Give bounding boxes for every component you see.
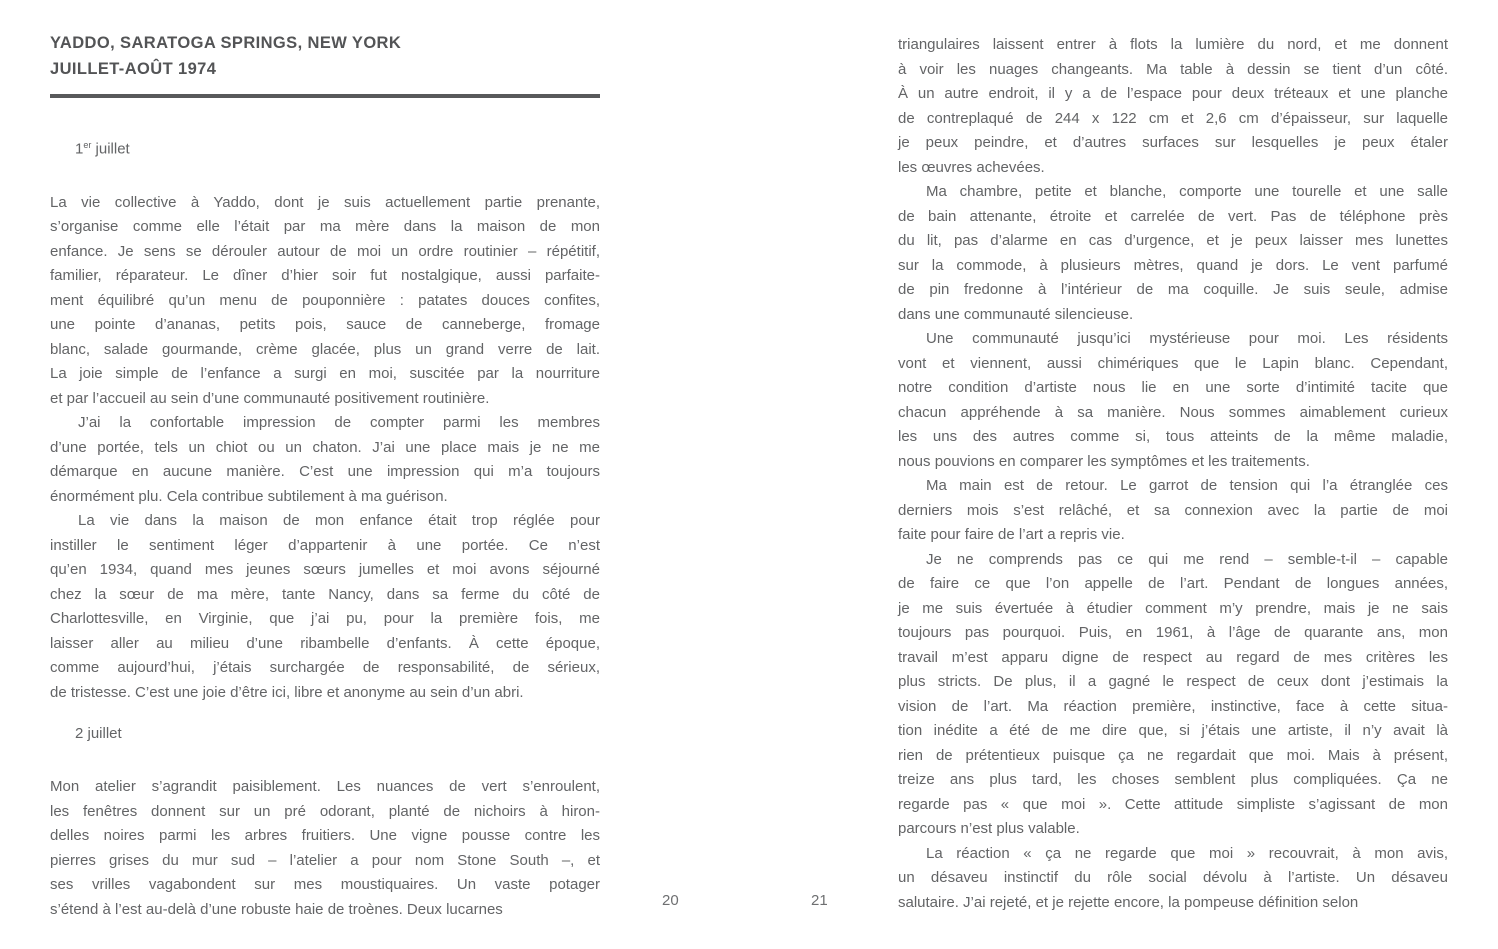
text-line: enfance. Je sens se dérouler autour de moi un ordre routinier – répétitif,: [50, 242, 600, 260]
chapter-title-line2: JUILLET-AOÛT 1974: [50, 60, 217, 78]
text-line: et par l’accueil au sein d’une communauté positivement routinière.: [50, 389, 490, 407]
entry-date-number: 1: [75, 140, 84, 158]
entry-date-number: 2: [75, 725, 84, 742]
page-number-right: 21: [811, 892, 828, 909]
entry-date-month: juillet: [83, 725, 122, 742]
entry-date: [50, 134, 600, 161]
text-line: de bain attenante, étroite et carrelée de vert. Pas de téléphone près: [898, 207, 1448, 225]
text-line: La vie dans la maison de mon enfance était trop réglée pour: [78, 512, 600, 529]
text-line: La vie collective à Yaddo, dont je suis actuellement partie prenante,: [50, 193, 600, 211]
text-line: Charlottesville, en Virginie, que j’ai pu, pour la première fois, me: [50, 610, 600, 627]
text-line: laisser aller au milieu d’une ribambelle d’enfants. À cette époque,: [50, 634, 600, 652]
text-line: rien de prétentieux puisque ça ne regardait que moi. Mais à présent,: [898, 746, 1448, 764]
text-line: derniers mois s’est relâché, et sa connexion avec la partie de moi: [898, 501, 1448, 519]
text-line: énormément plu. Cela contribue subtilement à ma guérison.: [50, 487, 448, 505]
entry-date: [50, 723, 600, 745]
text-line: à voir les nuages changeants. Ma table à dessin se tient d’un côté.: [898, 60, 1448, 78]
text-line: de pin fredonne à l’intérieur de ma coquille. Je suis seule, admise: [898, 281, 1448, 298]
paragraph: [898, 180, 1448, 327]
page-number-left: 20: [662, 892, 679, 909]
text-line: ses vrilles vagabondent sur mes moustiquaires. Un vaste potager: [50, 876, 600, 893]
text-line: Ma chambre, petite et blanche, comporte une tourelle et une salle: [926, 183, 1448, 200]
text-line: je peux peindre, et d’autres surfaces sur lesquelles je peux étaler: [898, 134, 1448, 151]
paragraph: [898, 327, 1448, 474]
text-line: qu’en 1934, quand mes jeunes sœurs jumelles et moi avons séjourné: [50, 561, 600, 578]
text-line: regarde pas « que moi ». Cette attitude simpliste s’agissant de mon: [898, 795, 1448, 813]
paragraph: [50, 509, 600, 705]
text-line: d’une portée, tels un chiot ou un chaton. J’ai une place mais je ne me: [50, 438, 600, 456]
text-line: une pointe d’ananas, petits pois, sauce de canneberge, fromage: [50, 316, 600, 333]
text-line: treize ans plus tard, les choses semblent plus compliquées. Ça ne: [898, 771, 1448, 788]
text-line: triangulaires laissent entrer à flots la lumière du nord, et me donnent: [898, 36, 1448, 53]
text-line: delles noires parmi les arbres fruitiers. Une vigne pousse contre les: [50, 827, 600, 844]
text-line: dans une communauté silencieuse.: [898, 305, 1134, 323]
text-line: chez la sœur de ma mère, tante Nancy, dans sa ferme du côté de: [50, 585, 600, 603]
text-line: tion inédite a été de me dire que, si j’étais une artiste, il n’y avait là: [898, 722, 1448, 739]
entry-date-ordinal-suffix: er: [83, 140, 92, 150]
paragraph: [898, 842, 1448, 916]
text-line: faite pour faire de l’art a repris vie.: [898, 526, 1125, 543]
text-line: chacun appréhende à sa manière. Nous sommes aimablement curieux: [898, 403, 1448, 421]
text-line: de contreplaqué de 244 x 122 cm et 2,6 cm d’épaisseur, sur laquelle: [898, 109, 1448, 127]
page-left: [50, 30, 600, 922]
text-line: de tristesse. C’est une joie d’être ici, libre et anonyme au sein d’un abri.: [50, 683, 524, 701]
page-right: [898, 33, 1448, 915]
chapter-title-line1: YADDO, SARATOGA SPRINGS, NEW YORK: [50, 34, 402, 52]
text-line: démarque en aucune manière. C’est une impression qui m’a toujours: [50, 463, 600, 480]
text-line: s’organise comme elle l’était par ma mère dans la maison de mon: [50, 218, 600, 235]
text-line: je me suis évertuée à étudier comment m’y prendre, mais je ne sais: [898, 599, 1448, 617]
entry-date-month: juillet: [91, 140, 130, 158]
page-right-text: [898, 33, 1448, 915]
chapter-header: [50, 30, 600, 98]
paragraph: [50, 411, 600, 509]
text-line: vision de l’art. Ma réaction première, instinctive, face à cette situa-: [898, 697, 1448, 715]
text-line: notre condition d’artiste nous lie en une sorte d’intimité tacite que: [898, 379, 1448, 396]
paragraph: [898, 33, 1448, 180]
text-line: nous pouvions en comparer les symptômes et les traitements.: [898, 452, 1310, 470]
text-line: À un autre endroit, il y a de l’espace pour deux tréteaux et une planche: [898, 85, 1448, 102]
text-line: Ma main est de retour. Le garrot de tension qui l’a étranglée ces: [926, 477, 1448, 494]
text-line: vont et viennent, aussi chimériques que le Lapin blanc. Cependant,: [898, 354, 1448, 372]
text-line: s’étend à l’est au-delà d’une robuste haie de troènes. Deux lucarnes: [50, 900, 503, 918]
text-line: du lit, pas d’alarme en cas d’urgence, et je peux laisser mes lunettes: [898, 232, 1448, 249]
text-line: sur la commode, à plusieurs mètres, quand je dors. Le vent parfumé: [898, 256, 1448, 274]
text-line: toujours pas pourquoi. Puis, en 1961, à l’âge de quarante ans, mon: [898, 624, 1448, 641]
header-rule: [50, 94, 600, 98]
text-line: travail m’est apparu digne de respect au regard de mes critères les: [898, 648, 1448, 666]
text-line: Je ne comprends pas ce qui me rend – semble-t-il – capable: [926, 550, 1448, 568]
text-line: de faire ce que l’on appelle de l’art. Pendant de longues années,: [898, 575, 1448, 592]
text-line: les uns des autres comme si, tous atteints de la même maladie,: [898, 428, 1448, 445]
paragraph: [50, 775, 600, 922]
text-line: Une communauté jusqu’ici mystérieuse pour moi. Les résidents: [926, 330, 1448, 347]
text-line: La joie simple de l’enfance a surgi en moi, suscitée par la nourriture: [50, 365, 600, 382]
text-line: familier, réparateur. Le dîner d’hier soir fut nostalgique, aussi parfaite-: [50, 267, 600, 284]
text-line: La réaction « ça ne regarde que moi » recouvrait, à mon avis,: [926, 844, 1448, 862]
paragraph: [50, 191, 600, 412]
paragraph: [898, 474, 1448, 548]
text-line: un désaveu instinctif du rôle social dévolu à l’artiste. Un désaveu: [898, 869, 1448, 886]
text-line: Mon atelier s’agrandit paisiblement. Les nuances de vert s’enroulent,: [50, 778, 600, 795]
text-line: J’ai la confortable impression de compter parmi les membres: [78, 414, 600, 431]
text-line: salutaire. J’ai rejeté, et je rejette encore, la pompeuse définition selon: [898, 893, 1359, 911]
text-line: les œuvres achevées.: [898, 158, 1045, 176]
text-line: comme aujourd’hui, j’étais surchargée de responsabilité, de sérieux,: [50, 659, 600, 676]
chapter-title: [50, 30, 600, 82]
page-left-text: [50, 134, 600, 922]
text-line: ment équilibré qu’un menu de pouponnière : patates douces confites,: [50, 291, 600, 309]
text-line: instiller le sentiment léger d’appartenir à une portée. Ce n’est: [50, 536, 600, 554]
text-line: parcours n’est plus valable.: [898, 820, 1080, 837]
text-line: les fenêtres donnent sur un pré odorant, planté de nichoirs à hiron-: [50, 802, 600, 820]
paragraph: [898, 548, 1448, 842]
text-line: blanc, salade gourmande, crème glacée, plus un grand verre de lait.: [50, 340, 600, 358]
text-line: plus stricts. De plus, il a gagné le respect de ceux dont j’estimais la: [898, 673, 1448, 690]
text-line: pierres grises du mur sud – l’atelier a pour nom Stone South –, et: [50, 851, 600, 869]
